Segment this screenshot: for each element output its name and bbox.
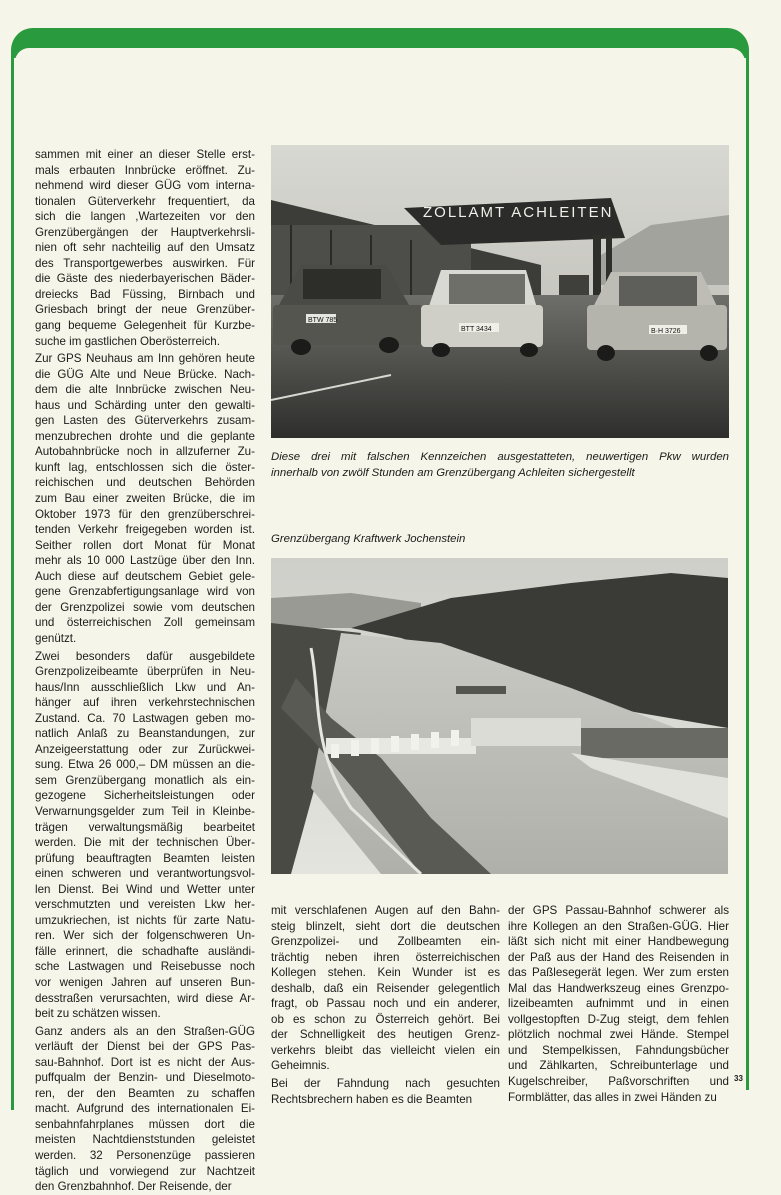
text-line: sem Grenzübergang monatlich als ein- [35,773,255,787]
photo-zollamt-achleiten-cars [271,145,729,438]
text-line: prüfung beauftragten Beamten leisten [35,851,255,865]
text-line: Formblätter, das alles in zwei Händen zu [508,1090,717,1104]
text-line: Autobahnbrücke noch in allzuferner Zu- [35,445,255,459]
license-plate: B·H 3726 [651,328,681,335]
text-line: Mal das Handwerkszeug eines Grenzpo- [508,981,729,995]
text-line: Griesbach bringt der neue Grenzüber- [35,303,255,317]
photo1-caption [271,450,729,481]
text-line: ob es schon zu Österreich gehört. Bei [271,1012,500,1026]
text-line: desstraßen verursachten, wird diese Ar- [35,991,255,1005]
text-line: gang bequeme Gelegenheit für Kurzbe- [35,319,255,333]
text-line: plötzlich nochmal zwei Hände. Stempel [508,1028,729,1042]
text-line: genützt. [35,631,77,645]
text-line: der GPS Passau-Bahnhof schwerer als [508,904,729,917]
text-line: des Transportgewerbes auswirken. Für [35,256,255,270]
text-line: gen Lasten des Güterverkehrs zusam- [35,414,255,428]
text-line: der Paß aus der Hand des Reisenden in [508,950,729,964]
license-plate: BTT 3434 [461,326,492,333]
text-line: deshalb, daß ein Reisender gelegentlich [271,981,500,995]
text-line: ren. Wer sich der folgenschweren Un- [35,929,255,943]
text-line: dreiecks Bad Füssing, Birnbach und [35,287,255,301]
caption-line: innerhalb von zwölf Stunden am Grenzübergang Achleiten sichergestellt [271,466,635,479]
text-line: vor wenigen Jahren auf unseren Bun- [35,975,255,989]
text-line: verläuft der Dienst bei der GPS Pas- [35,1040,255,1054]
text-line: trägen verwaltungsmäßig bearbeitet [35,820,255,834]
text-line: mals erbauten Innbrücke eröffnet. Zu- [35,163,255,177]
text-line: Grenzpolizeibeamte überprüfen in Neu- [35,665,255,679]
text-line: reichischen und deutschen Behörden [35,476,255,490]
text-line: Ganz anders als an den Straßen-GÜG [35,1024,255,1038]
text-line: haus/Inn ausschließlich Lkw und An- [35,680,255,694]
text-line: sche Lastwagen und Reisebusse noch [35,960,255,974]
text-line: dem die alte Innbrücke zwischen Neu- [35,383,255,397]
text-line: das Paßlesegerät legen. Wer zum ersten [508,966,729,980]
frame-inner-corner [15,48,745,88]
text-line: täglich und vorwiegend zur Nachtzeit [35,1164,255,1178]
middle-text-column [271,903,500,1107]
text-line: haus und Schärding unter den gewalti- [35,398,255,412]
text-line: Zwei besonders dafür ausgebildete [35,649,255,663]
text-line: Grenzpolizei- und Zollbeamten ein- [271,935,500,949]
text-line: ren, der den Beamten zu schaffen [35,1086,255,1100]
text-line: der Grenzpolizei sowie vom deutschen [35,600,255,614]
text-line: gene Grenzabfertigungsanlage wird von [35,585,255,599]
text-line: vollgestopften D-Zug steigt, dem fehlen [508,1012,729,1026]
text-line: und Stempelkissen, Fahndungsbücher [508,1043,729,1057]
text-line: len Dienst. Bei Wind und Wetter unter [35,882,255,896]
text-line: verkehrs bleibt das vielleicht vielen ein [271,1043,500,1057]
text-line: und österreichischen Zoll gemeinsam [35,616,255,630]
text-line: Kollegen stehen. Kein Wunder ist es [271,966,500,980]
text-line: Zur GPS Neuhaus am Inn gehören heute [35,352,255,366]
green-frame-right-rule [746,50,749,1090]
photo2-caption: Grenzübergang Kraftwerk Jochenstein [271,533,466,545]
text-line: sau-Bahnhof. Dort ist es nicht der Aus- [35,1055,255,1069]
text-line: Kugelschreiber, Paßvorschriften und [508,1075,729,1089]
text-line: gezogene Sicherheitsleistungen oder [35,789,255,803]
text-line: werden. 32 Personenzüge passieren [35,1149,255,1162]
text-line: umzukriechen, ist nichts für zarte Natu- [35,913,255,927]
text-line: natlich Anlaß zu Beanstandungen, zur [35,727,255,741]
text-line: senbahnfahrplanes müssen dort die [35,1117,255,1131]
text-line: hänger auf ihren verkehrstechnischen [35,696,255,710]
text-line: tenden Verkehr freigegeben worden ist. [35,523,255,537]
text-line: steig blinzelt, sieht dort die deutschen [271,919,500,933]
text-line: beit zu schätzen wissen. [35,1007,161,1021]
text-line: tionalen Güterverkehr frequentiert, da [35,194,255,208]
text-line: und Zählkarten, Schreibunterlage und [508,1059,729,1073]
right-text-column [508,903,729,1105]
text-line: mehr als 10 000 Lastzüge über den Inn. [35,554,255,568]
text-line: Rechtsbrechern haben es die Beamten [271,1092,473,1106]
text-line: Anzeigeerstattung oder zur Zurückwei- [35,742,255,756]
text-line: der Schnelligkeit des heutigen Grenz- [271,1028,500,1042]
text-line: sammen mit einer an dieser Stelle erst- [35,148,255,161]
left-text-column [35,147,255,1195]
text-line: Geheimnis. [271,1059,330,1073]
text-line: Auch diese auf deutschem Gebiet gele- [35,569,255,583]
text-line: werden. Die mit der technischen Über- [35,836,255,850]
text-line: sich die langen ,Wartezeiten vor den [35,210,255,224]
text-line: Seither rollen dort Monat für Monat [35,538,255,552]
text-line: ihre Kollegen an den Straßen-GÜG. Hier [508,919,729,933]
text-line: nien oft sehr nachteilig auf den Umsatz [35,241,255,255]
text-line: nehmend wird dieser GÜG vom interna- [35,179,255,193]
text-line: sung. Etwa 26 000,– DM müssen an die- [35,758,255,772]
caption-line: Diese drei mit falschen Kennzeichen ausgestatteten, neuwertigen Pkw wurden [271,451,729,463]
text-line: Grenzübergängen der Hauptverkehrsli- [35,225,255,239]
text-line: menzubrechen drohte und die geplante [35,429,255,443]
text-line: fragt, ob Passau noch und ein anderer, [271,997,500,1011]
text-line: Oktober 1973 für den grenzüberschrei- [35,507,255,521]
text-line: puffqualm der Benzin- und Dieselmoto- [35,1071,255,1085]
text-line: Bei der Fahndung nach gesuchten [271,1077,500,1091]
text-line: einen schweren und verantwortungsvol- [35,867,255,881]
text-line: Zustand. Ca. 70 Lastwagen geben mo- [35,711,255,725]
green-frame-left-rule [11,50,14,1110]
text-line: verschmutzten und vereisten Lkw her- [35,898,255,912]
photo-kraftwerk-jochenstein [271,558,728,874]
text-line: fälle erinnert, die schadhafte ausländi- [35,944,255,958]
text-line: mit verschlafenen Augen auf den Bahn- [271,904,500,917]
text-line: die Gäste des niederbayerischen Bäder- [35,272,255,286]
text-line: den Grenzbahnhof. Der Reisende, der [35,1180,232,1194]
text-line: Verwarnungsgelder zum Teil in Kleinbe- [35,804,255,818]
text-line: suche im gastlichen Oberösterreich. [35,334,220,348]
text-line: kunft lag, entschlossen sich die öster- [35,460,255,474]
license-plate: BTW 785 [308,317,338,324]
text-line: macht. Aufgrund des internationalen Ei- [35,1102,255,1116]
text-line: die GÜG Alte und Neue Brücke. Nach- [35,367,255,381]
text-line: läßt sich nicht mit einer Handbewegung [508,935,729,949]
page-number: 33 [734,1074,743,1083]
text-line: zum Bau einer zweiten Brücke, die im [35,492,255,506]
text-line: lizeibeamten aufnimmt und in einen [508,997,729,1011]
sign-zollamt-achleiten: ZOLLAMT ACHLEITEN [423,204,614,221]
text-line: meisten Nachtdienststunden geleistet [35,1133,255,1147]
text-line: trächtig neben ihren österreichischen [271,950,500,964]
